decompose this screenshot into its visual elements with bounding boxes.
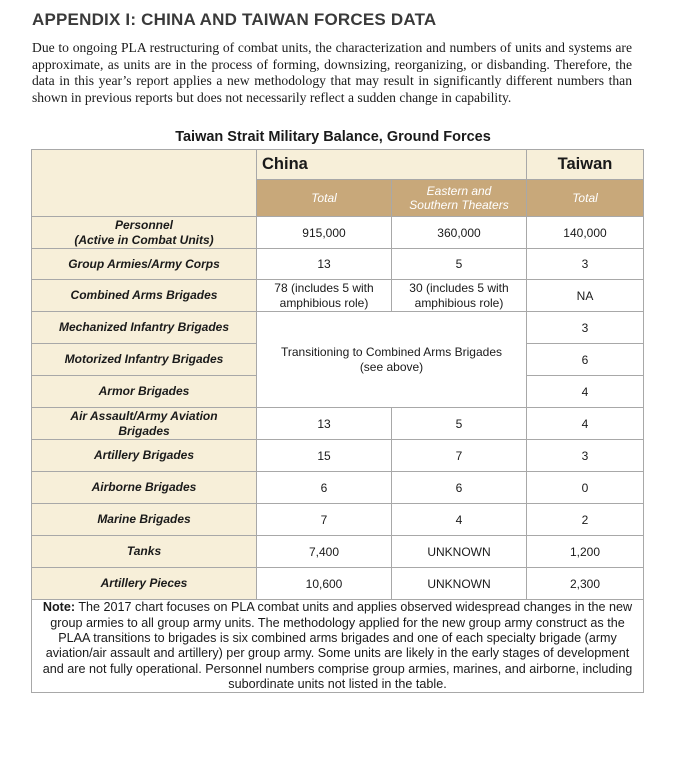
table-row-artillery-brigades — [32, 440, 644, 472]
row-label-line-2: (Active in Combat Units) — [74, 232, 214, 247]
cell-line-2: amphibious role) — [414, 295, 504, 310]
table-note — [32, 600, 644, 693]
row-label-line-1: Air Assault/Army Aviation — [70, 408, 218, 423]
theaters-header-line-2: Southern Theaters — [409, 198, 509, 213]
row-label — [32, 217, 257, 249]
taiwan-cell: 2,300 — [527, 568, 644, 600]
china-total-cell: 13 — [257, 249, 392, 280]
cell-line-1: 78 (includes 5 with — [274, 281, 374, 296]
note-row — [32, 600, 644, 693]
china-total-cell: 915,000 — [257, 217, 392, 249]
china-total-cell: 6 — [257, 472, 392, 504]
china-theaters-cell: 5 — [392, 408, 527, 440]
china-total-cell: 7 — [257, 504, 392, 536]
appendix-title — [32, 10, 642, 30]
taiwan-cell: 140,000 — [527, 217, 644, 249]
row-label: Combined Arms Brigades — [32, 280, 257, 312]
note-text: The 2017 chart focuses on PLA combat units and applies observed widespread changes in the new group armies to all group army units. The methodology applied for the new group army construct as the PLAA transitions to brigades is six combined arms brigades and one of each specialty brigade (army aviation/air assault and artillery) per group army. Some units are likely in the early stages of development and are not fully operational. Personnel numbers comprise group armies, marines, and airborne, including subordinate units not listed in the table. — [42, 600, 633, 691]
china-total-cell: 15 — [257, 440, 392, 472]
row-label: Artillery Brigades — [32, 440, 257, 472]
taiwan-header: Taiwan — [527, 150, 644, 180]
row-label: Marine Brigades — [32, 504, 257, 536]
china-theaters-cell: 7 — [392, 440, 527, 472]
table-row-marine — [32, 504, 644, 536]
row-label: Mechanized Infantry Brigades — [32, 312, 257, 344]
row-label: Motorized Infantry Brigades — [32, 344, 257, 376]
taiwan-cell: 4 — [527, 376, 644, 408]
table-row-group-armies — [32, 249, 644, 280]
china-theaters-header — [392, 180, 527, 217]
china-total-header: Total — [257, 180, 392, 217]
china-theaters-cell: UNKNOWN — [392, 536, 527, 568]
country-header-row — [32, 150, 644, 180]
taiwan-cell: 4 — [527, 408, 644, 440]
taiwan-cell: 6 — [527, 344, 644, 376]
table-row-artillery-pieces — [32, 568, 644, 600]
table-row-air-assault — [32, 408, 644, 440]
taiwan-cell: NA — [527, 280, 644, 312]
china-theaters-cell: 4 — [392, 504, 527, 536]
forces-table — [31, 149, 644, 693]
table-row-airborne — [32, 472, 644, 504]
row-label: Tanks — [32, 536, 257, 568]
theaters-header-line-1: Eastern and — [426, 183, 492, 198]
taiwan-cell: 3 — [527, 440, 644, 472]
note-label: Note: — [42, 600, 76, 615]
table-row-personnel — [32, 217, 644, 249]
row-label: Group Armies/Army Corps — [32, 249, 257, 280]
row-label-line-2: Brigades — [118, 423, 170, 438]
taiwan-cell: 1,200 — [527, 536, 644, 568]
cell-line-1: 30 (includes 5 with — [409, 281, 509, 296]
china-theaters-cell: 6 — [392, 472, 527, 504]
china-theaters-cell — [392, 280, 527, 312]
row-label — [32, 408, 257, 440]
table-row-mechanized — [32, 312, 644, 344]
china-theaters-cell: UNKNOWN — [392, 568, 527, 600]
row-label: Artillery Pieces — [32, 568, 257, 600]
intro-paragraph: Due to ongoing PLA restructuring of combat units, the characterization and numbers of units and systems are approximate, as units are in the process of forming, downsizing, reorganizing, or disbanding. Therefore, the data in this year’s report applies a new methodology that may result in significantly different numbers than shown in previous reports but does not necessarily reflect a sudden change in capability. — [32, 40, 632, 105]
china-header: China — [257, 150, 527, 180]
blank-header-cell — [32, 150, 257, 217]
china-total-cell: 10,600 — [257, 568, 392, 600]
cell-line-2: amphibious role) — [279, 295, 369, 310]
transition-line-1: Transitioning to Combined Arms Brigades — [281, 345, 502, 360]
page — [32, 10, 642, 693]
china-total-cell — [257, 280, 392, 312]
transition-cell — [257, 312, 527, 408]
table-row-combined-arms — [32, 280, 644, 312]
china-theaters-cell: 5 — [392, 249, 527, 280]
table-row-tanks — [32, 536, 644, 568]
taiwan-total-header: Total — [527, 180, 644, 217]
table-title: Taiwan Strait Military Balance, Ground Forces — [175, 129, 491, 146]
appendix-title-text: CHINA AND TAIWAN FORCES DATA — [141, 10, 437, 29]
taiwan-cell: 3 — [527, 312, 644, 344]
taiwan-cell: 2 — [527, 504, 644, 536]
china-total-cell: 13 — [257, 408, 392, 440]
row-label: Airborne Brigades — [32, 472, 257, 504]
row-label-line-1: Personnel — [114, 217, 174, 232]
appendix-label: APPENDIX I: — [32, 10, 137, 29]
taiwan-cell: 0 — [527, 472, 644, 504]
taiwan-cell: 3 — [527, 249, 644, 280]
transition-line-2: (see above) — [359, 359, 424, 374]
china-total-cell: 7,400 — [257, 536, 392, 568]
china-theaters-cell: 360,000 — [392, 217, 527, 249]
row-label: Armor Brigades — [32, 376, 257, 408]
